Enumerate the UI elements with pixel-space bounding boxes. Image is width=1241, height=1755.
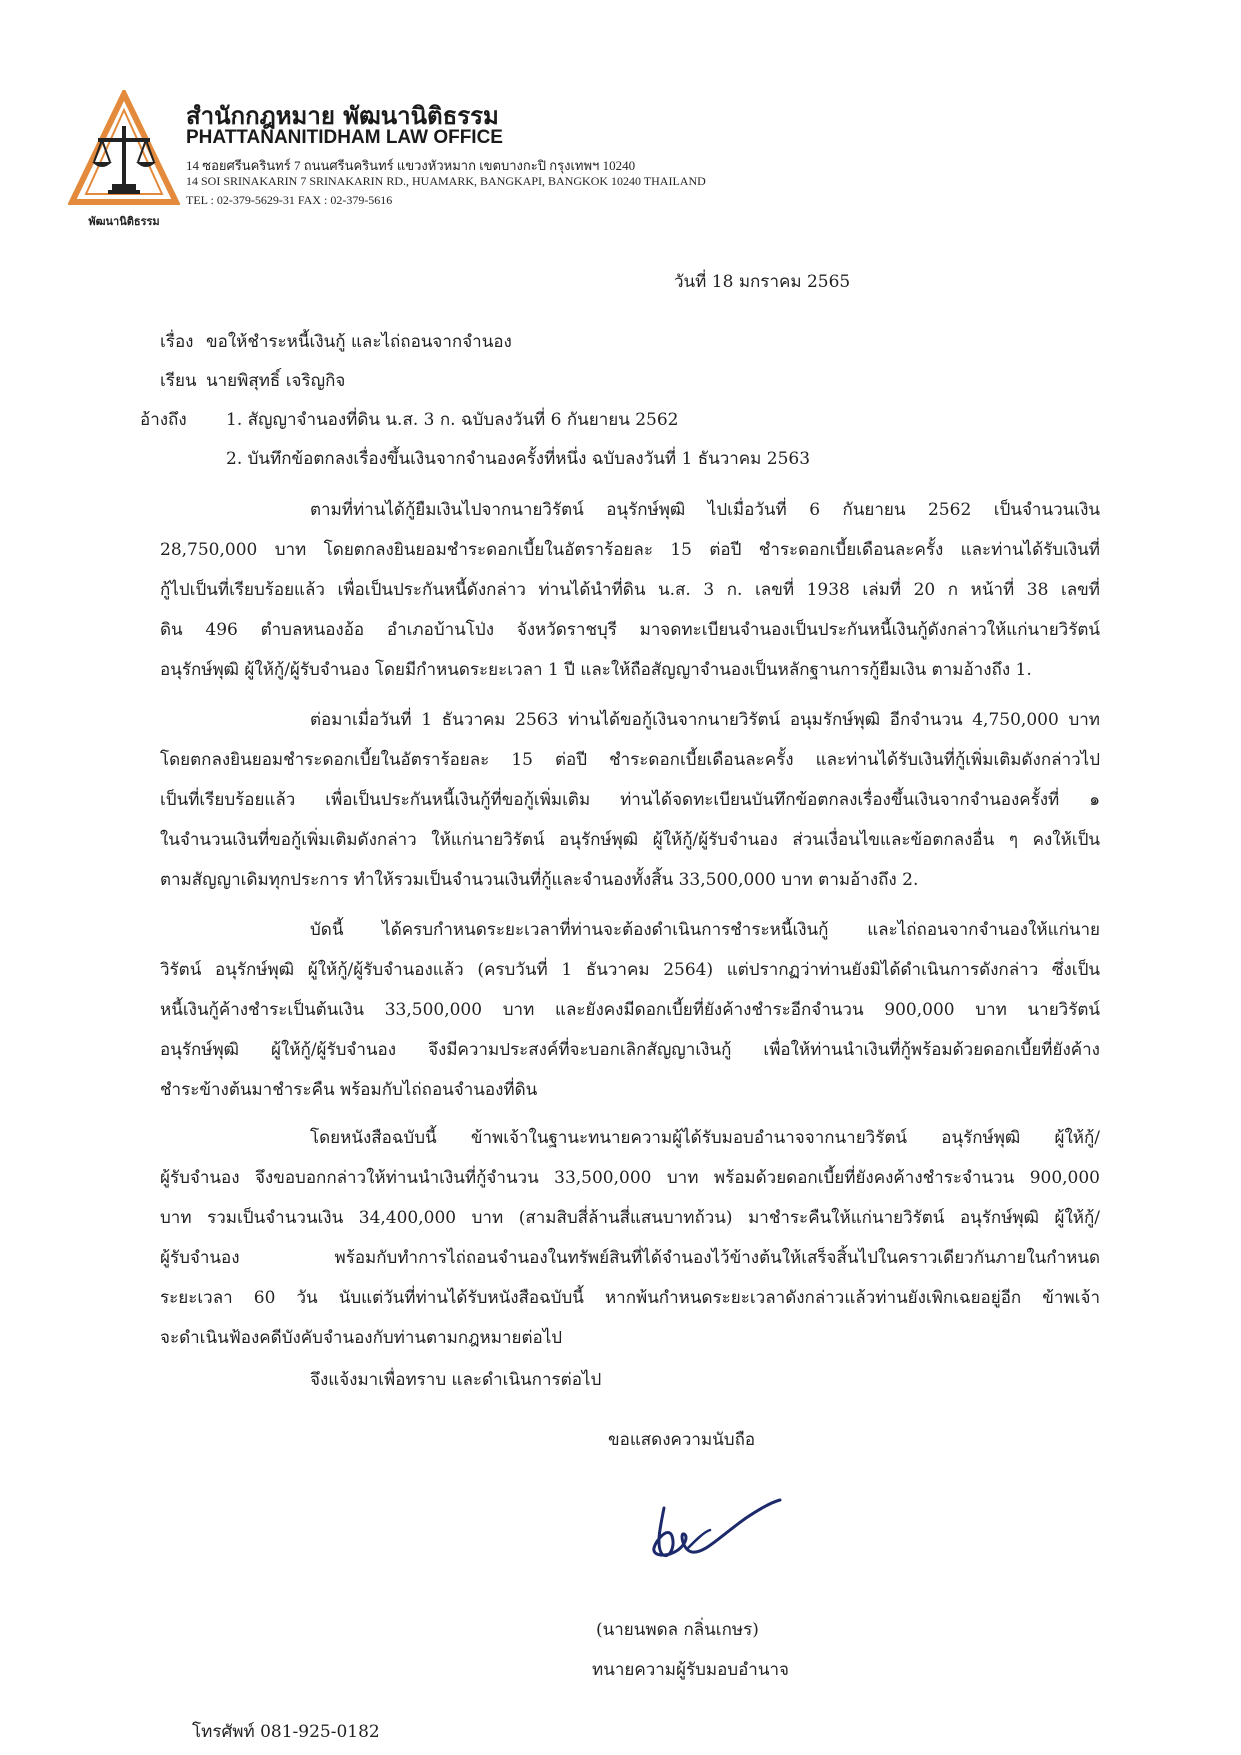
paragraph-line: ผู้รับจำนอง จึงขอบอกกล่าวให้ท่านนำเงินที่กู้จำนวน 33,500,000 บาท พร้อมด้วยดอกเบี้ยที่ยังคงค้างชำระจำนวน 900,000 bbox=[160, 1168, 1100, 1188]
office-tel-fax: TEL : 02-379-5629-31 FAX : 02-379-5616 bbox=[186, 193, 393, 207]
paragraph-line: ตามสัญญาเดิมทุกประการ ทำให้รวมเป็นจำนวนเงินที่กู้และจำนองทั้งสิ้น 33,500,000 บาท ตามอ้างถึง 2. bbox=[160, 870, 919, 890]
paragraph-line: ระยะเวลา 60 วัน นับแต่วันที่ท่านได้รับหนังสือฉบับนี้ หากพ้นกำหนดระยะเวลาดังกล่าวแล้วท่านยังเพิกเฉยอยู่อีก ข้าพเจ้า bbox=[160, 1288, 1100, 1308]
reference-item-2: 2. บันทึกข้อตกลงเรื่องขึ้นเงินจากจำนองครั้งที่หนึ่ง ฉบับลงวันที่ 1 ธันวาคม 2563 bbox=[226, 449, 811, 469]
subject-label: เรื่อง bbox=[160, 332, 194, 352]
paragraph-line: โดยหนังสือฉบับนี้ ข้าพเจ้าในฐานะทนายความผู้ได้รับมอบอำนาจจากนายวิรัตน์ อนุรักษ์พุฒิ ผู้ให้กู้/ bbox=[310, 1128, 1100, 1148]
paragraph-line: บัดนี้ ได้ครบกำหนดระยะเวลาที่ท่านจะต้องดำเนินการชำระหนี้เงินกู้ และไถ่ถอนจากจำนองให้แก่นาย bbox=[310, 920, 1100, 940]
office-address-thai: 14 ซอยศรีนครินทร์ 7 ถนนศรีนครินทร์ แขวงหัวหมาก เขตบางกะปิ กรุงเทพฯ 10240 bbox=[186, 158, 636, 173]
handwritten-signature bbox=[626, 1488, 786, 1578]
closing-notice: จึงแจ้งมาเพื่อทราบ และดำเนินการต่อไป bbox=[310, 1370, 602, 1390]
paragraph-4 bbox=[160, 1118, 1100, 1358]
paragraph-line: จะดำเนินฟ้องคดีบังคับจำนองกับท่านตามกฎหมายต่อไป bbox=[160, 1328, 563, 1348]
paragraph-line: 28,750,000 บาท โดยตกลงยินยอมชำระดอกเบี้ยในอัตราร้อยละ 15 ต่อปี ชำระดอกเบี้ยเดือนละครั้ง และท่านได้รับเงินที่ bbox=[160, 540, 1100, 560]
paragraph-3 bbox=[160, 910, 1100, 1110]
law-office-logo bbox=[68, 90, 180, 228]
paragraph-line: ต่อมาเมื่อวันที่ 1 ธันวาคม 2563 ท่านได้ขอกู้เงินจากนายวิรัตน์ อนุมรักษ์พุฒิ อีกจำนวน 4,750,000 บาท bbox=[310, 710, 1100, 730]
paragraph-line: อนุรักษ์พุฒิ ผู้ให้กู้/ผู้รับจำนอง โดยมีกำหนดระยะเวลา 1 ปี และให้ถือสัญญาจำนองเป็นหลักฐานการกู้ยืมเงิน ตามอ้างถึง 1. bbox=[160, 660, 1032, 680]
paragraph-line: ตามที่ท่านได้กู้ยืมเงินไปจากนายวิรัตน์ อนุรักษ์พุฒิ ไปเมื่อวันที่ 6 กันยายน 2562 เป็นจำนวนเงิน bbox=[310, 500, 1100, 520]
paragraph-line: ผู้รับจำนอง พร้อมกับทำการไถ่ถอนจำนองในทรัพย์สินที่ได้จำนองไว้ข้างต้นให้เสร็จสิ้นไปในคราวเดียวกันภายในกำหนด bbox=[160, 1248, 1100, 1268]
office-name-english: PHATTANANITIDHAM LAW OFFICE bbox=[186, 127, 503, 148]
office-name-thai: สำนักกฎหมาย พัฒนานิติธรรม bbox=[186, 102, 499, 130]
footer-phone: โทรศัพท์ 081-925-0182 bbox=[192, 1722, 380, 1742]
letter-date: วันที่ 18 มกราคม 2565 bbox=[674, 272, 851, 292]
paragraph-2 bbox=[160, 700, 1100, 900]
recipient-label: เรียน bbox=[160, 371, 197, 391]
paragraph-line: ชำระข้างต้นมาชำระคืน พร้อมกับไถ่ถอนจำนองที่ดิน bbox=[160, 1080, 538, 1100]
closing-regards: ขอแสดงความนับถือ bbox=[608, 1430, 756, 1450]
signer-title: ทนายความผู้รับมอบอำนาจ bbox=[592, 1660, 789, 1680]
recipient-name: นายพิสุทธิ์ เจริญกิจ bbox=[206, 371, 346, 391]
paragraph-line: กู้ไปเป็นที่เรียบร้อยแล้ว เพื่อเป็นประกันหนี้ดังกล่าว ท่านได้นำที่ดิน น.ส. 3 ก. เลขที่ 1938 เล่มที่ 20 ก หน้าที่ 38 เลขที่ bbox=[160, 580, 1100, 600]
paragraph-line: อนุรักษ์พุฒิ ผู้ให้กู้/ผู้รับจำนอง จึงมีความประสงค์ที่จะบอกเลิกสัญญาเงินกู้ เพื่อให้ท่านนำเงินที่กู้พร้อมด้วยดอกเบี้ยที่ยังค้าง bbox=[160, 1040, 1100, 1060]
subject-text: ขอให้ชำระหนี้เงินกู้ และไถ่ถอนจากจำนอง bbox=[206, 332, 512, 352]
office-address-english: 14 SOI SRINAKARIN 7 SRINAKARIN RD., HUAMARK, BANGKAPI, BANGKOK 10240 THAILAND bbox=[186, 174, 706, 188]
reference-item-1: 1. สัญญาจำนองที่ดิน น.ส. 3 ก. ฉบับลงวันที่ 6 กันยายน 2562 bbox=[226, 410, 679, 430]
paragraph-1 bbox=[160, 490, 1100, 690]
paragraph-line: บาท รวมเป็นจำนวนเงิน 34,400,000 บาท (สามสิบสี่ล้านสี่แสนบาทถ้วน) มาชำระคืนให้แก่นายวิรัตน์ อนุรักษ์พุฒิ ผู้ให้กู้/ bbox=[160, 1208, 1100, 1228]
reference-label: อ้างถึง bbox=[140, 410, 187, 430]
paragraph-line: วิรัตน์ อนุรักษ์พุฒิ ผู้ให้กู้/ผู้รับจำนองแล้ว (ครบวันที่ 1 ธันวาคม 2564) แต่ปรากฏว่าท่านยังมิได้ดำเนินการดังกล่าว ซึ่งเป็น bbox=[160, 960, 1100, 980]
logo-caption: พัฒนานิติธรรม bbox=[88, 215, 160, 228]
paragraph-line: ดิน 496 ตำบลหนองอ้อ อำเภอบ้านโป่ง จังหวัดราชบุรี มาจดทะเบียนจำนองเป็นประกันหนี้เงินกู้ดังกล่าวให้แก่นายวิรัตน์ bbox=[160, 620, 1100, 640]
paragraph-line: ในจำนวนเงินที่ขอกู้เพิ่มเติมดังกล่าว ให้แก่นายวิรัตน์ อนุรักษ์พุฒิ ผู้ให้กู้/ผู้รับจำนอง ส่วนเงื่อนไขและข้อตกลงอื่น ๆ คงให้เป็น bbox=[160, 830, 1100, 850]
paragraph-line: เป็นที่เรียบร้อยแล้ว เพื่อเป็นประกันหนี้เงินกู้ที่ขอกู้เพิ่มเติม ท่านได้จดทะเบียนบันทึกข้อตกลงเรื่องขึ้นเงินจากจำนองครั้งที่ ๑ bbox=[160, 790, 1100, 810]
signer-name: (นายนพดล กลิ่นเกษร) bbox=[596, 1620, 759, 1640]
paragraph-line: โดยตกลงยินยอมชำระดอกเบี้ยในอัตราร้อยละ 15 ต่อปี ชำระดอกเบี้ยเดือนละครั้ง และท่านได้รับเงินที่กู้เพิ่มเติมดังกล่าวไป bbox=[160, 750, 1100, 770]
paragraph-line: หนี้เงินกู้ค้างชำระเป็นต้นเงิน 33,500,000 บาท และยังคงมีดอกเบี้ยที่ยังค้างชำระอีกจำนวน 900,000 บาท นายวิรัตน์ bbox=[160, 1000, 1100, 1020]
